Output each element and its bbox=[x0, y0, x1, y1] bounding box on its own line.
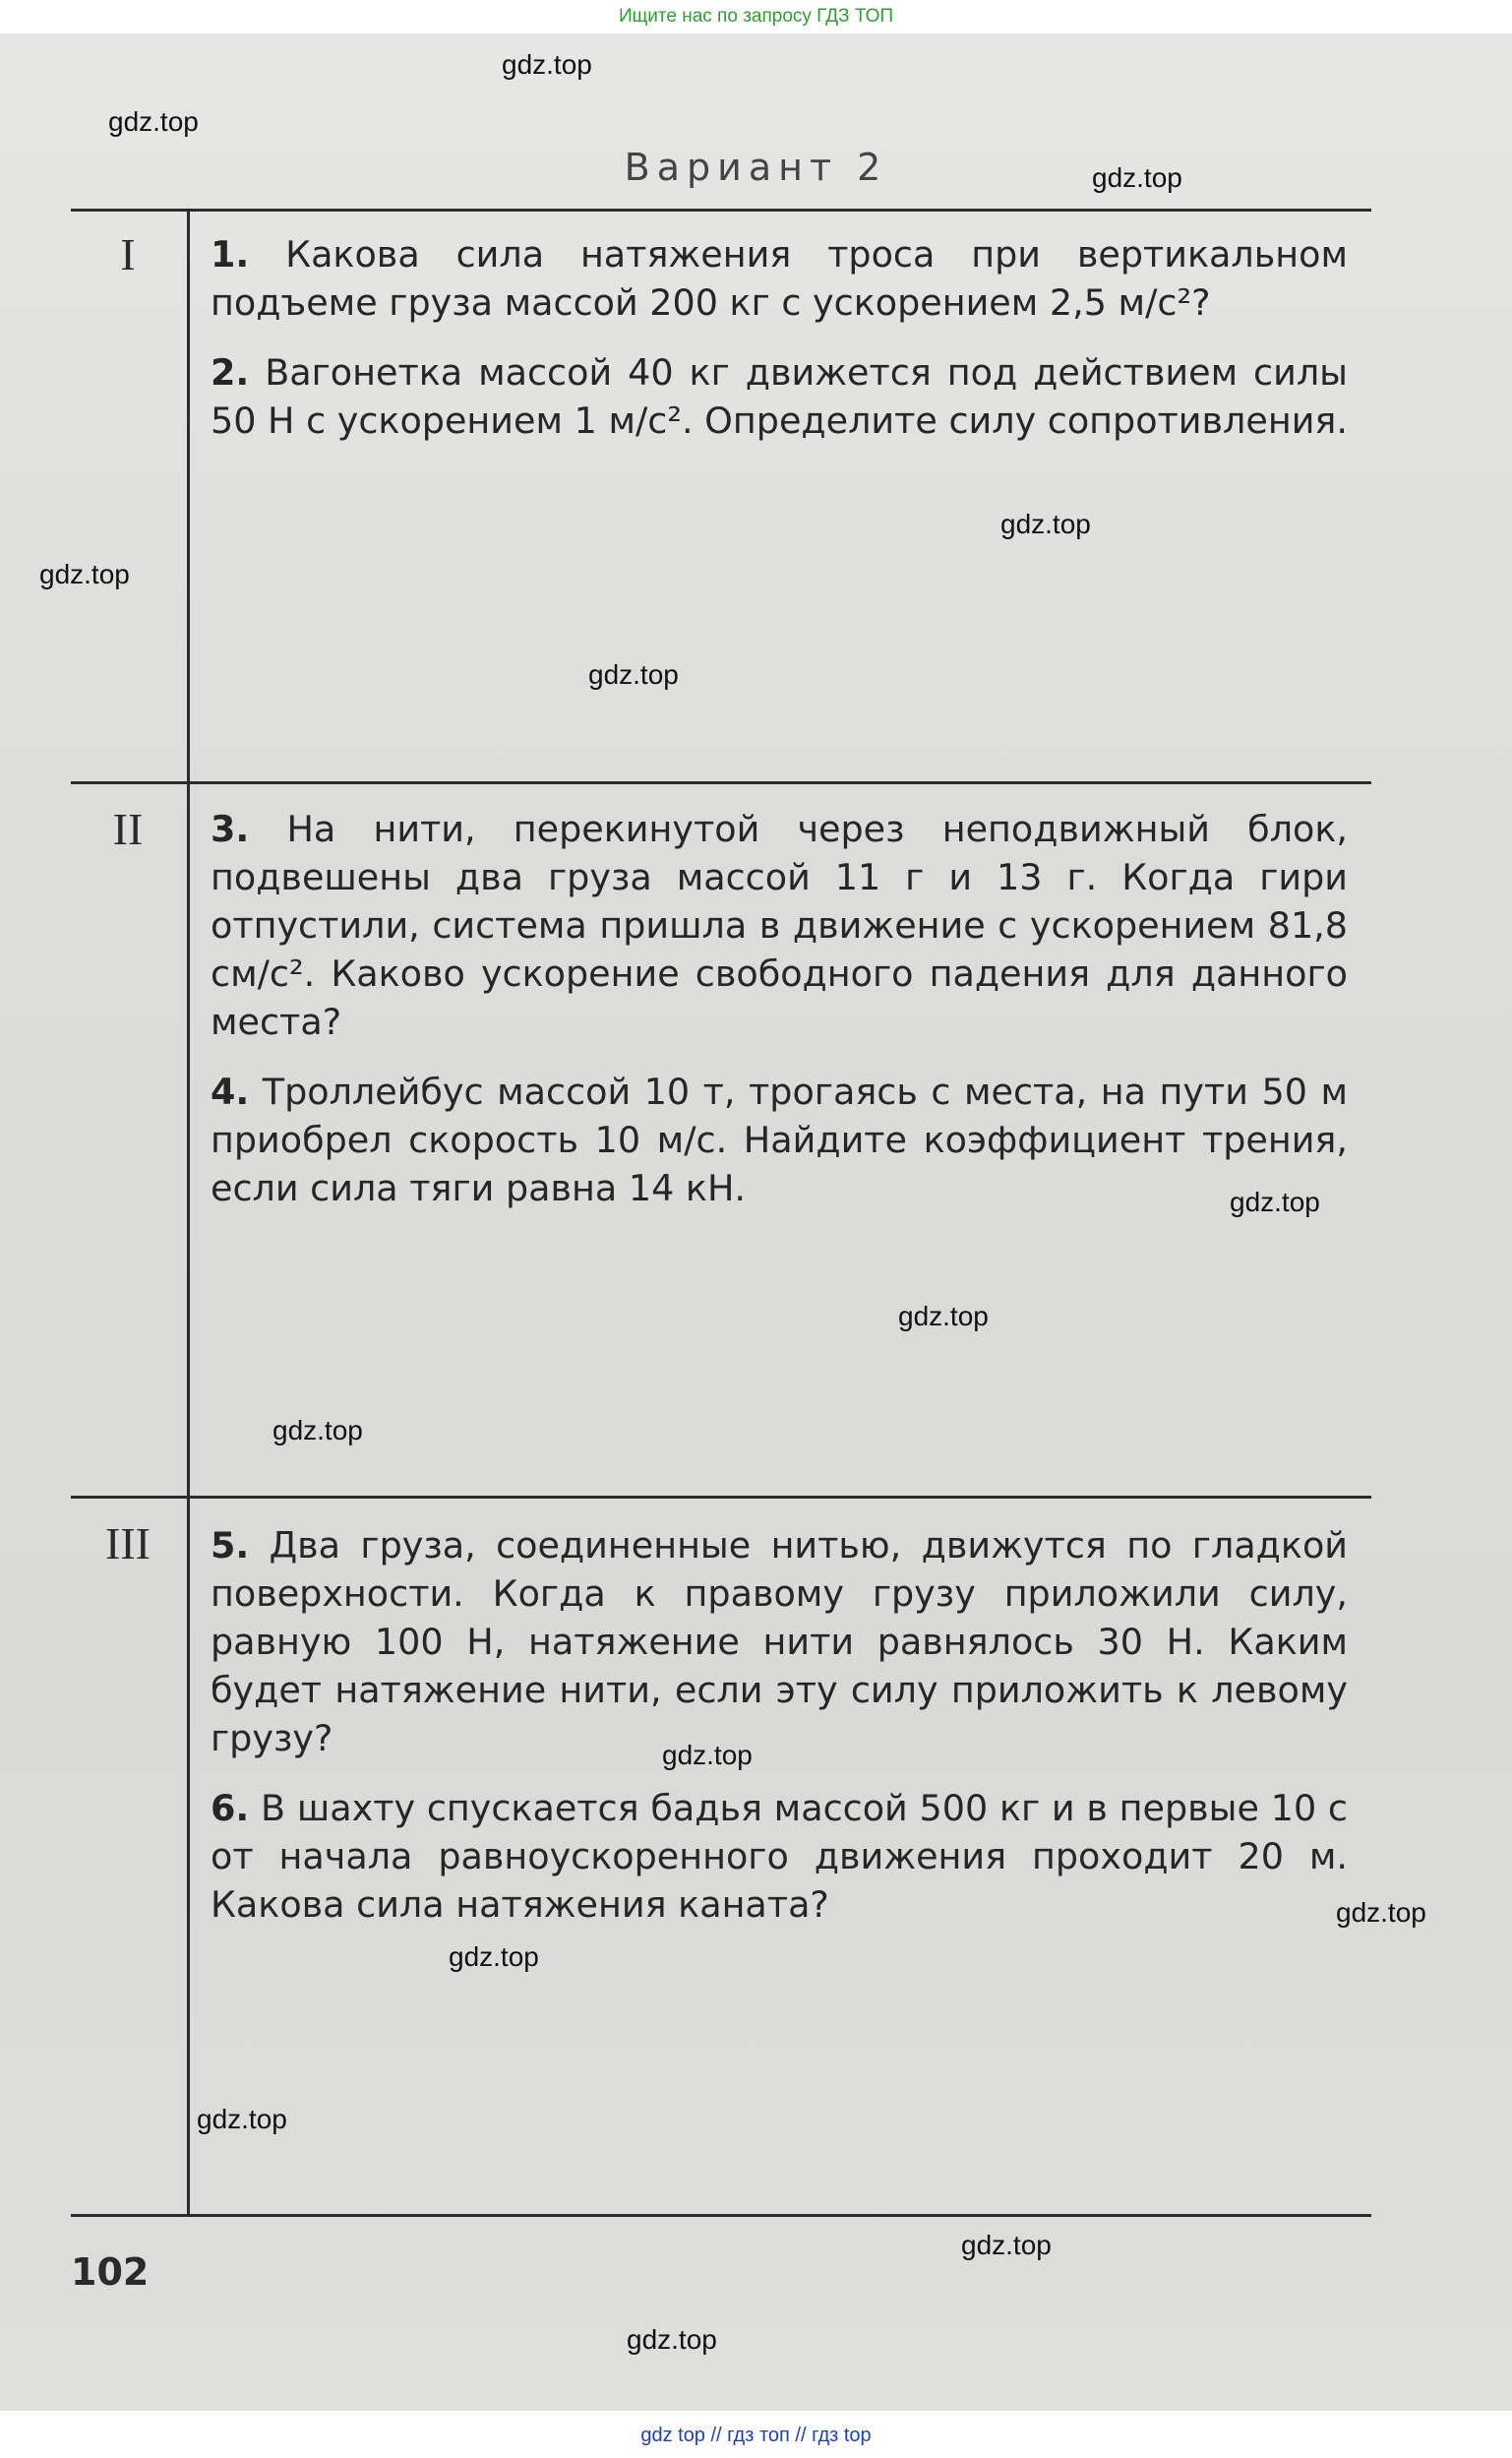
problem-number: 2. bbox=[211, 351, 250, 394]
problem-number: 5. bbox=[211, 1524, 250, 1567]
table-rule-bottom bbox=[71, 2214, 1371, 2217]
section-problems-3 bbox=[211, 1521, 1348, 1950]
watermark: gdz.top bbox=[662, 1740, 753, 1770]
level-label-3: III bbox=[105, 1518, 151, 1568]
page-number: 102 bbox=[71, 2250, 150, 2294]
problem-text: Вагонетка массой 40 кг движется под действием силы 50 Н с ускорением 1 м/с². Определите силу сопротивления. bbox=[211, 351, 1348, 442]
problem-2 bbox=[211, 348, 1348, 445]
problem-text: Какова сила натяжения троса при вертикальном подъеме груза массой 200 кг с ускорением 2,5 м/с²? bbox=[211, 233, 1348, 324]
watermark: gdz.top bbox=[449, 1941, 539, 1972]
level-label-1: I bbox=[120, 229, 136, 279]
problem-4 bbox=[211, 1068, 1348, 1212]
watermark: gdz.top bbox=[39, 559, 130, 589]
problem-number: 6. bbox=[211, 1787, 250, 1829]
watermark: gdz.top bbox=[588, 659, 679, 690]
watermark: gdz.top bbox=[961, 2230, 1052, 2260]
watermark: gdz.top bbox=[1336, 1897, 1426, 1928]
watermark: gdz.top bbox=[502, 49, 592, 80]
table-rule-2 bbox=[71, 1496, 1371, 1499]
problem-text: В шахту спускается бадья массой 500 кг и в первые 10 с от начала равноускоренного движения проходит 20 м. Какова сила натяжения каната? bbox=[211, 1787, 1348, 1926]
problem-text: На нити, перекинутой через неподвижный блок, подвешены два груза массой 11 г и 13 г. Когда гири отпустили, система пришла в движение с ускорением 81,8 см/с². Каково ускорение свободного падения для данного места? bbox=[211, 808, 1348, 1043]
problem-text: Два груза, соединенные нитью, движутся по гладкой поверхности. Когда к правому грузу приложили силу, равную 100 Н, натяжение нити равнялось 30 Н. Каким будет натяжение нити, если эту силу приложить к левому грузу? bbox=[211, 1524, 1348, 1759]
problem-number: 1. bbox=[211, 233, 250, 276]
problem-1 bbox=[211, 230, 1348, 327]
section-problems-2 bbox=[211, 805, 1348, 1234]
watermark: gdz.top bbox=[1092, 162, 1182, 193]
table-rule-top bbox=[71, 209, 1371, 212]
problem-number: 4. bbox=[211, 1071, 250, 1113]
problem-5 bbox=[211, 1521, 1348, 1762]
problem-3 bbox=[211, 805, 1348, 1046]
watermark: gdz.top bbox=[272, 1415, 363, 1445]
watermark: gdz.top bbox=[627, 2324, 717, 2355]
section-problems-1 bbox=[211, 230, 1348, 466]
watermark: gdz.top bbox=[1000, 509, 1091, 539]
watermark: gdz.top bbox=[1230, 1187, 1320, 1217]
watermark: gdz.top bbox=[108, 106, 199, 137]
table-rule-1 bbox=[71, 781, 1371, 784]
watermark: gdz.top bbox=[898, 1301, 989, 1331]
table-column-divider bbox=[187, 209, 190, 2217]
watermark: gdz.top bbox=[197, 2104, 287, 2134]
search-banner[interactable]: Ищите нас по запросу ГДЗ ТОП bbox=[618, 6, 894, 27]
level-label-2: II bbox=[112, 804, 144, 854]
footer-links[interactable]: gdz top // гдз топ // гдз top bbox=[640, 2425, 872, 2446]
problem-number: 3. bbox=[211, 808, 250, 850]
page-title: Вариант 2 bbox=[624, 146, 888, 189]
problem-6 bbox=[211, 1784, 1348, 1929]
problem-text: Троллейбус массой 10 т, трогаясь с места, на пути 50 м приобрел скорость 10 м/с. Найдите коэффициент трения, если сила тяги равна 14 кН. bbox=[211, 1071, 1348, 1209]
